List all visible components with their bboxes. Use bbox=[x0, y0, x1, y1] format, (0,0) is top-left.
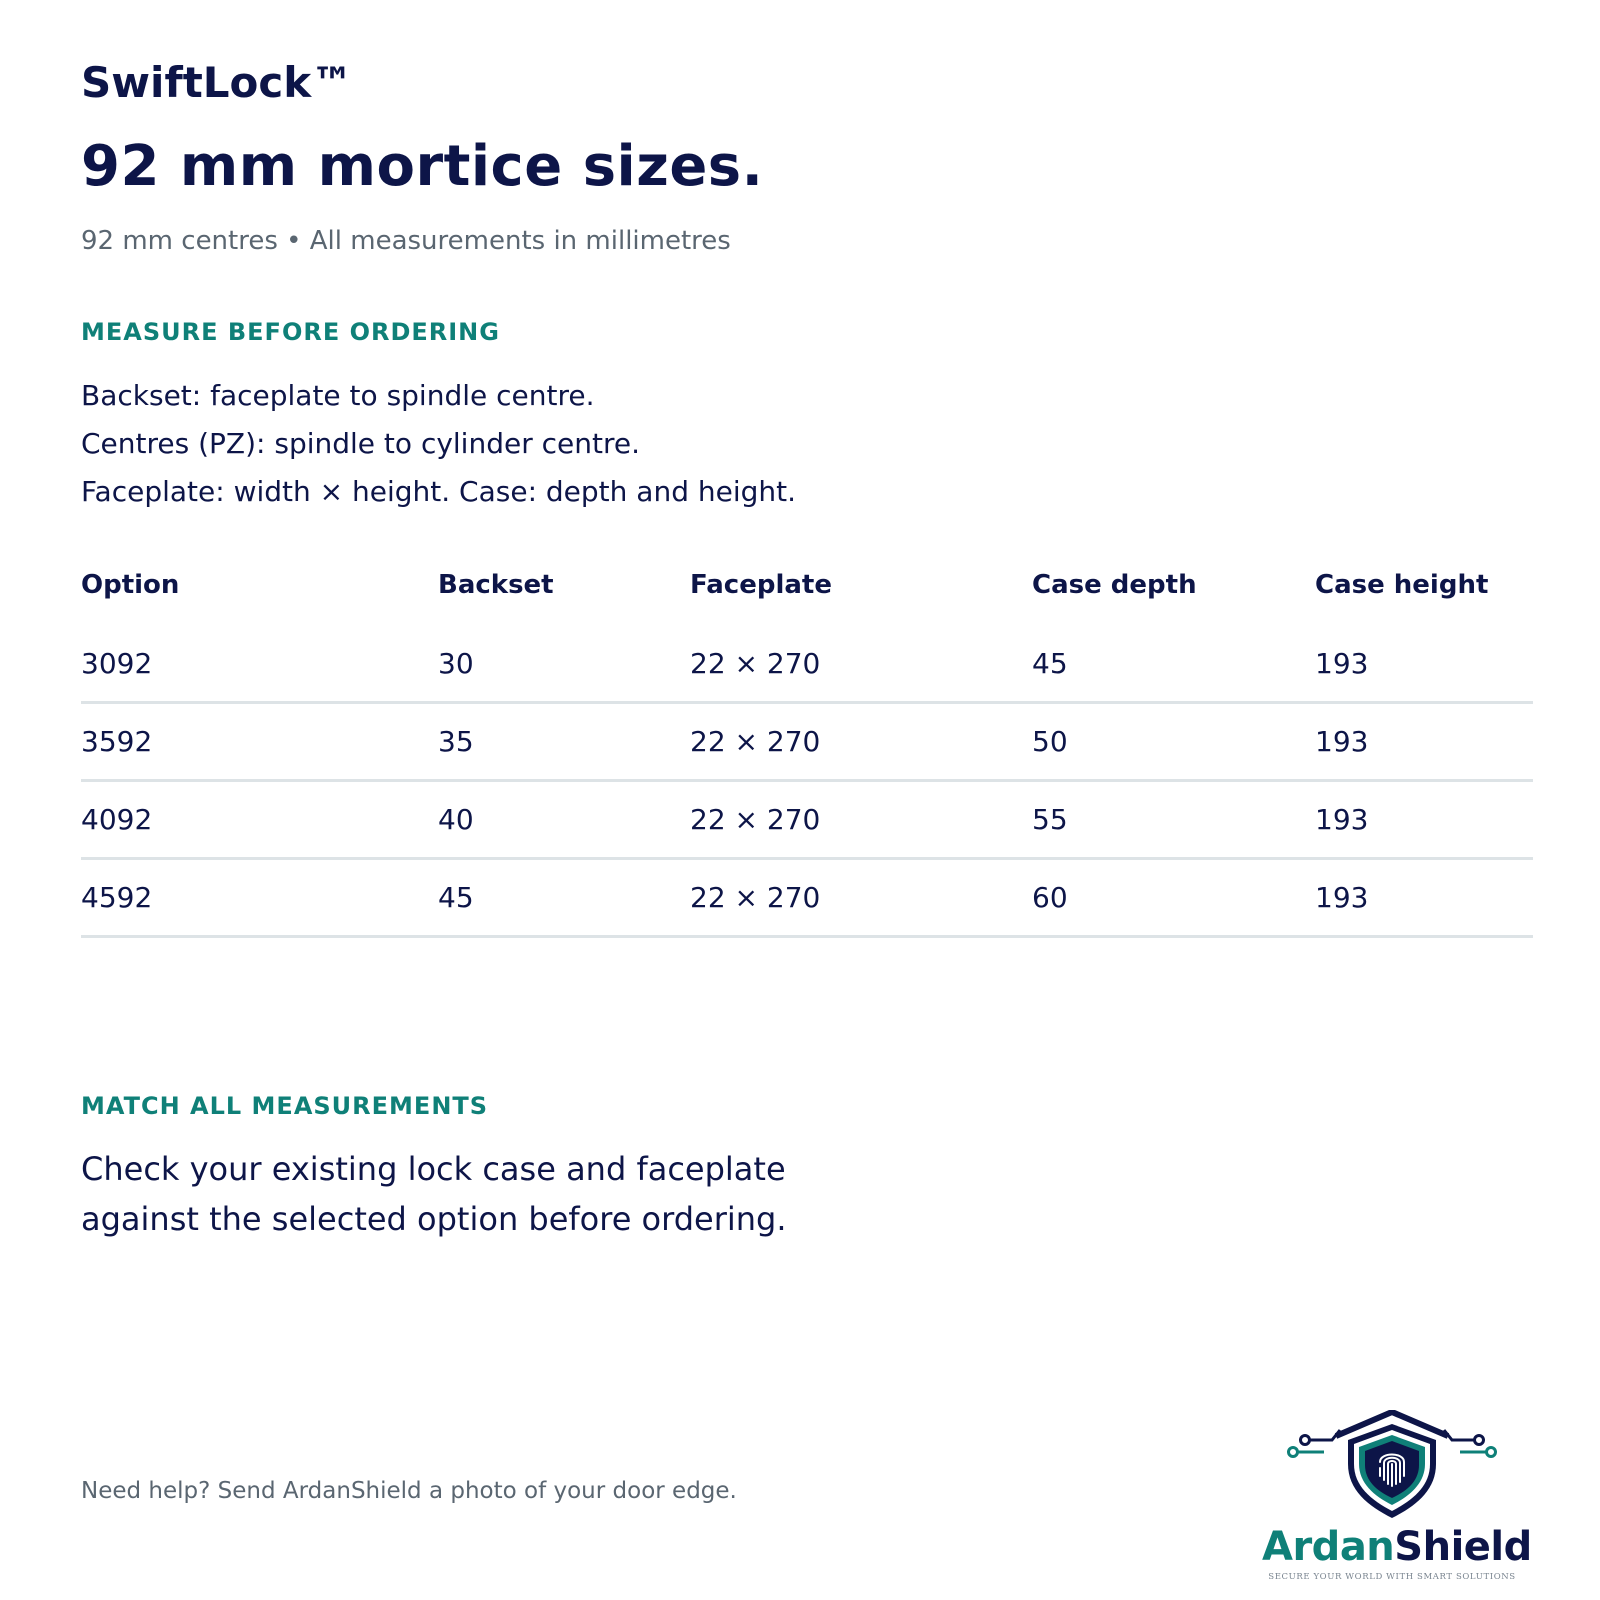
logo-wordmark-ardan: Ardan bbox=[1262, 1524, 1395, 1570]
column-header-faceplate: Faceplate bbox=[690, 570, 832, 600]
cell-case-depth: 45 bbox=[1032, 647, 1068, 680]
brand-name: SwiftLock™ bbox=[81, 58, 354, 107]
column-header-option: Option bbox=[81, 570, 180, 600]
logo-wordmark-shield: Shield bbox=[1394, 1524, 1532, 1570]
sizes-table bbox=[81, 570, 1533, 938]
cell-faceplate: 22 × 270 bbox=[690, 725, 821, 758]
shield-fingerprint-icon bbox=[1262, 1410, 1522, 1522]
page-title: 92 mm mortice sizes. bbox=[81, 134, 764, 199]
column-header-case-height: Case height bbox=[1315, 570, 1489, 600]
cell-case-height: 193 bbox=[1315, 725, 1369, 758]
table-row bbox=[81, 860, 1533, 938]
cell-option: 4592 bbox=[81, 881, 153, 914]
match-instructions bbox=[81, 1144, 841, 1244]
help-text: Need help? Send ArdanShield a photo of your door edge. bbox=[81, 1478, 737, 1504]
cell-faceplate: 22 × 270 bbox=[690, 647, 821, 680]
measure-instructions bbox=[81, 372, 796, 516]
cell-case-height: 193 bbox=[1315, 803, 1369, 836]
cell-case-depth: 60 bbox=[1032, 881, 1068, 914]
table-row bbox=[81, 704, 1533, 782]
ardanshield-logo bbox=[1262, 1410, 1532, 1582]
measure-line-backset: Backset: faceplate to spindle centre. bbox=[81, 379, 595, 412]
match-line-2: against the selected option before ordering. bbox=[81, 1200, 787, 1238]
column-header-backset: Backset bbox=[438, 570, 554, 600]
cell-option: 4092 bbox=[81, 803, 153, 836]
cell-case-depth: 55 bbox=[1032, 803, 1068, 836]
table-header bbox=[81, 570, 1533, 626]
table-row bbox=[81, 782, 1533, 860]
page-subtitle: 92 mm centres • All measurements in millimetres bbox=[81, 226, 731, 256]
measure-line-centres: Centres (PZ): spindle to cylinder centre. bbox=[81, 427, 640, 460]
cell-case-height: 193 bbox=[1315, 647, 1369, 680]
cell-option: 3092 bbox=[81, 647, 153, 680]
cell-option: 3592 bbox=[81, 725, 153, 758]
cell-faceplate: 22 × 270 bbox=[690, 881, 821, 914]
cell-case-depth: 50 bbox=[1032, 725, 1068, 758]
logo-wordmark bbox=[1262, 1524, 1532, 1570]
logo-tagline: SECURE YOUR WORLD WITH SMART SOLUTIONS bbox=[1268, 1572, 1516, 1582]
cell-case-height: 193 bbox=[1315, 881, 1369, 914]
match-section-label: MATCH ALL MEASUREMENTS bbox=[81, 1092, 489, 1120]
column-header-case-depth: Case depth bbox=[1032, 570, 1197, 600]
cell-faceplate: 22 × 270 bbox=[690, 803, 821, 836]
cell-backset: 45 bbox=[438, 881, 474, 914]
measure-section-label: MEASURE BEFORE ORDERING bbox=[81, 318, 500, 346]
match-line-1: Check your existing lock case and faceplate bbox=[81, 1150, 786, 1188]
table-row bbox=[81, 626, 1533, 704]
cell-backset: 35 bbox=[438, 725, 474, 758]
measure-line-faceplate: Faceplate: width × height. Case: depth and height. bbox=[81, 475, 797, 508]
cell-backset: 30 bbox=[438, 647, 474, 680]
cell-backset: 40 bbox=[438, 803, 474, 836]
